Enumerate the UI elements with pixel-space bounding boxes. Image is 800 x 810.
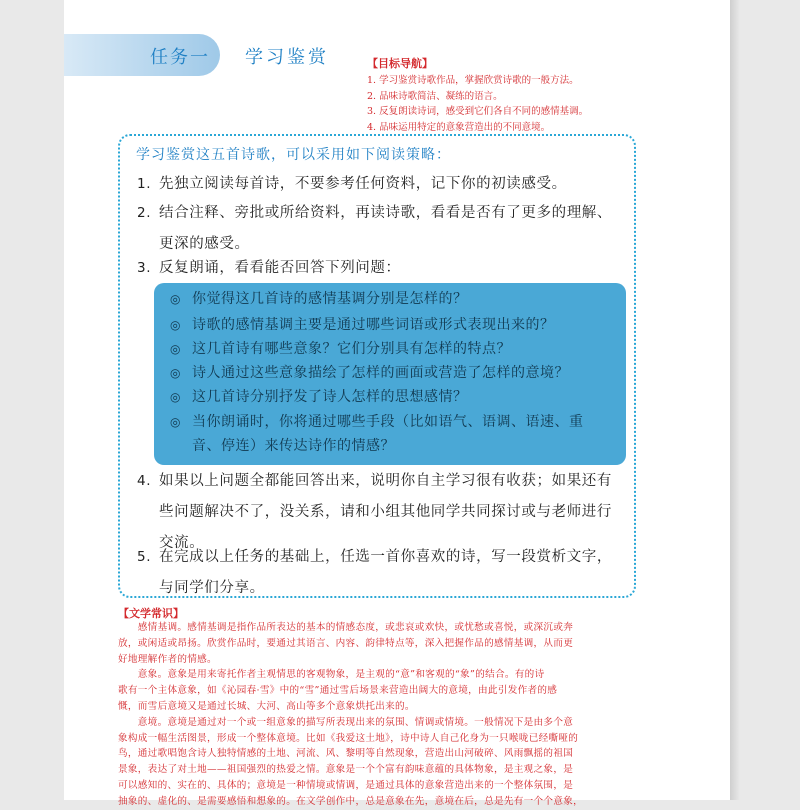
- question-text: 诗歌的感情基调主要是通过哪些词语或形式表现出来的？: [192, 317, 555, 333]
- step-5: [137, 542, 612, 604]
- knowledge-title: 【文学常识】: [118, 607, 184, 620]
- knowledge-line: 象构成一幅生活图景，形成一个整体意境。比如《我爱这土地》，诗中诗人自己化身为一只喉咙已经嘶哑的: [118, 732, 579, 744]
- step-text: 反复朗诵，看看能否回答下列问题：: [159, 260, 401, 276]
- task-label: 任务一: [150, 47, 210, 68]
- knowledge-line: 慨，而雪后意境又是通过长城、大河、高山等多个意象烘托出来的。: [118, 700, 415, 712]
- knowledge-line: 可以感知的、实在的、具体的；意境是一种情境或情调，是通过具体的意象营造出来的一个整体氛围，是: [118, 779, 574, 791]
- question-text: 诗人通过这些意象描绘了怎样的画面或营造了怎样的意境？: [192, 365, 569, 381]
- question-item: [170, 338, 511, 362]
- knowledge-line: 歌有一个主体意象，如《沁园春·雪》中的“雪”通过雪后场景来营造出阔大的意境，由此引发作者的感: [118, 685, 558, 697]
- strategy-intro: 学习鉴赏这五首诗歌，可以采用如下阅读策略：: [136, 147, 451, 163]
- goal-item: 3. 反复朗读诗词，感受到它们各自不同的感情基调。: [367, 106, 589, 117]
- section-title: 学习鉴赏: [245, 47, 329, 68]
- knowledge-line: 意象。意象是用来寄托作者主观情思的客观物象，是主观的“意”和客观的“象”的结合。有的诗: [118, 669, 545, 681]
- bullet-icon: ◎: [170, 415, 181, 429]
- goals-box: [367, 55, 647, 135]
- knowledge-text: [118, 620, 642, 810]
- page-shadow: [730, 0, 740, 800]
- question-item: [170, 314, 555, 338]
- step-3: [137, 253, 401, 284]
- knowledge-line: 放，或闲适或昂扬。欣赏作品时，要通过其语言、内容、韵律特点等，深入把握作品的感情基调，从而更: [118, 637, 574, 649]
- step-text: 些问题解决不了，没关系，请和小组其他同学共同探讨或与老师进行: [159, 504, 612, 520]
- question-text: 这几首诗分别抒发了诗人怎样的思想感情？: [192, 389, 468, 405]
- step-text: 结合注释、旁批或所给资料，再读诗歌，看看是否有了更多的理解、: [159, 205, 612, 221]
- bullet-icon: ◎: [170, 292, 181, 306]
- knowledge-line: 意境。意境是通过对一个或一组意象的描写所表现出来的氛围、情调或情境。一般情况下是由多个意: [118, 716, 574, 728]
- knowledge-line: 鸟，通过歌唱饱含诗人独特情感的土地、河流、风、黎明等自然现象，营造出山河破碎、风雨飘摇的祖国: [118, 748, 574, 760]
- question-item: [170, 411, 584, 435]
- step-number: 4.: [137, 473, 152, 489]
- step-text: 先独立阅读每首诗，不要参考任何资料，记下你的初读感受。: [159, 176, 567, 192]
- step-text: 更深的感受。: [159, 236, 250, 252]
- step-2: [137, 198, 612, 260]
- step-number: 5.: [137, 549, 152, 565]
- step-number: 1.: [137, 176, 152, 192]
- question-text: 这几首诗有哪些意象？它们分别具有怎样的特点？: [192, 341, 511, 357]
- question-item: [170, 386, 468, 410]
- bullet-icon: ◎: [170, 318, 181, 332]
- knowledge-line: 感情基调。感情基调是指作品所表达的基本的情感态度，或悲哀或欢快，或忧愁或喜悦，或深沉或奔: [118, 622, 574, 633]
- knowledge-line: 景象，表达了对土地——祖国强烈的热爱之情。意象是一个个富有韵味意蕴的具体物象，是主观之象，是: [118, 764, 574, 776]
- question-item: [170, 362, 569, 386]
- goal-item: 1. 学习鉴赏诗歌作品，掌握欣赏诗歌的一般方法。: [367, 75, 579, 86]
- knowledge-line: 抽象的、虚化的、是需要感悟和想象的。在文学创作中，总是意象在先，意境在后，总是先有一个个意象，: [118, 795, 584, 807]
- bullet-icon: ◎: [170, 342, 181, 356]
- question-text: 当你朗诵时，你将通过哪些手段（比如语气、语调、语速、重: [192, 414, 584, 430]
- knowledge-line: 好地理解作者的情感。: [118, 653, 217, 665]
- step-number: 2.: [137, 205, 152, 221]
- step-text: 在完成以上任务的基础上，任选一首你喜欢的诗，写一段赏析文字，: [159, 549, 612, 565]
- step-text: 与同学们分享。: [159, 580, 265, 596]
- bullet-icon: ◎: [170, 366, 181, 380]
- question-text: 音、停连）来传达诗作的情感？: [192, 438, 395, 454]
- goals-title: 【目标导航】: [367, 57, 433, 70]
- goal-item: 4. 品味运用特定的意象营造出的不同意境。: [367, 121, 551, 133]
- step-text: 如果以上问题全都能回答出来，说明你自主学习很有收获；如果还有: [159, 473, 612, 489]
- bullet-icon: ◎: [170, 390, 181, 404]
- goal-item: 2. 品味诗歌简洁、凝练的语言。: [367, 90, 503, 102]
- step-text: 交流。: [159, 535, 205, 551]
- step-number: 3.: [137, 260, 152, 276]
- question-item: [170, 288, 468, 312]
- step-1: [137, 169, 567, 200]
- question-text: 你觉得这几首诗的感情基调分别是怎样的？: [192, 291, 468, 307]
